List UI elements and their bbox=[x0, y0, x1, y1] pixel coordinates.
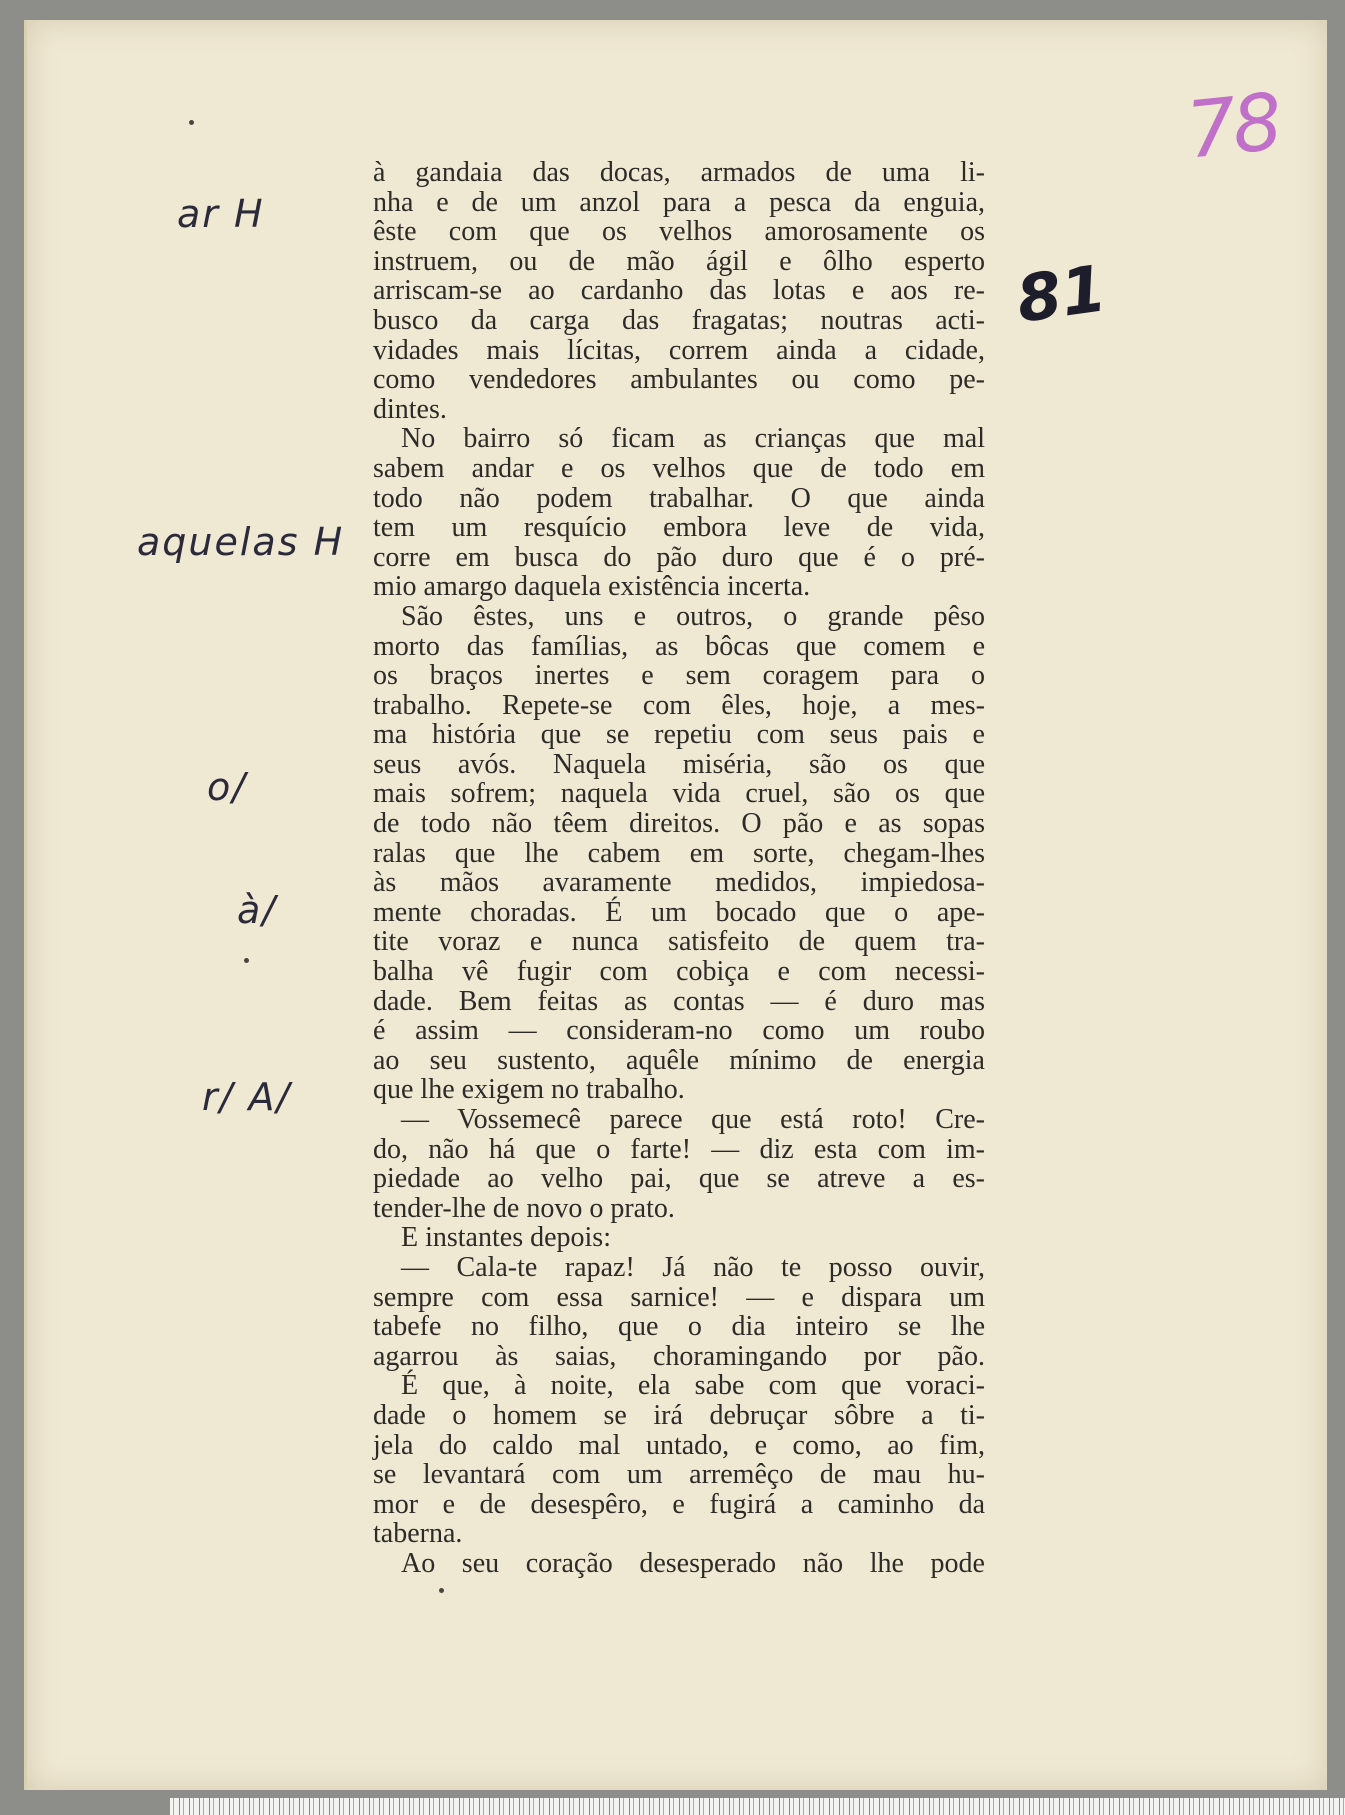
page-number: 78 bbox=[1182, 77, 1283, 177]
text-line: tabefe no filho, que o dia inteiro se lhe bbox=[373, 1311, 985, 1343]
scale-ruler bbox=[170, 1798, 1345, 1815]
text-line: — Vossemecê parece que está roto! Cre- bbox=[401, 1104, 985, 1135]
margin-note: aquelas H bbox=[137, 520, 345, 564]
text-line: os braços inertes e sem coragem para o bbox=[373, 660, 985, 692]
text-line: todo não podem trabalhar. O que ainda bbox=[373, 482, 985, 514]
text-line: do, não há que o farte! — diz esta com im- bbox=[373, 1133, 985, 1165]
text-line: instruem, ou de mão ágil e ôlho esperto bbox=[373, 245, 985, 277]
text-line: morto das famílias, as bôcas que comem e bbox=[373, 630, 985, 662]
text-line: dintes. bbox=[373, 393, 447, 425]
text-line: nha e de um anzol para a pesca da enguia, bbox=[373, 186, 985, 218]
margin-note: r/ A/ bbox=[202, 1075, 292, 1119]
text-line: tem um resquício embora leve de vida, bbox=[373, 512, 985, 544]
text-line: mais sofrem; naquela vida cruel, são os que bbox=[373, 778, 985, 810]
text-line: às mãos avaramente medidos, impiedosa- bbox=[373, 867, 985, 899]
text-line: E instantes depois: bbox=[401, 1222, 611, 1254]
text-line: É que, à noite, ela sabe com que voraci- bbox=[401, 1370, 985, 1402]
text-line: que lhe exigem no trabalho. bbox=[373, 1074, 685, 1106]
text-line: mente choradas. É um bocado que o ape- bbox=[373, 896, 985, 928]
margin-note: ar H bbox=[177, 192, 265, 236]
text-line: êste com que os velhos amorosamente os bbox=[373, 216, 985, 248]
text-line: mio amargo daquela existência incerta. bbox=[373, 571, 811, 603]
text-line: trabalho. Repete-se com êles, hoje, a mes- bbox=[373, 689, 985, 721]
text-line: seus avós. Naquela miséria, são os que bbox=[373, 748, 985, 780]
text-line: balha vê fugir com cobiça e com necessi- bbox=[373, 956, 985, 988]
paper-sheet bbox=[24, 20, 1327, 1790]
text-line: dade o homem se irá debruçar sôbre a ti- bbox=[373, 1399, 985, 1431]
text-line: — Cala-te rapaz! Já não te posso ouvir, bbox=[401, 1251, 985, 1283]
text-line: jela do caldo mal untado, e como, ao fim, bbox=[373, 1429, 985, 1461]
text-line: sabem andar e os velhos que de todo em bbox=[373, 452, 985, 484]
text-line: tite voraz e nunca satisfeito de quem tra- bbox=[373, 926, 985, 958]
paper-speck bbox=[189, 120, 194, 125]
margin-note: à/ bbox=[237, 888, 278, 932]
body-text bbox=[373, 158, 985, 1579]
text-line: ao seu sustento, aquêle mínimo de energia bbox=[373, 1044, 985, 1076]
paper-speck bbox=[244, 958, 249, 963]
text-line: de todo não têem direitos. O pão e as sopas bbox=[373, 808, 985, 840]
text-line: agarrou às saias, choramingando por pão. bbox=[373, 1340, 985, 1372]
text-line: taberna. bbox=[373, 1518, 463, 1550]
text-line: como vendedores ambulantes ou como pe- bbox=[373, 364, 985, 396]
text-line: é assim — consideram-no como um roubo bbox=[373, 1015, 985, 1047]
text-line: ralas que lhe cabem em sorte, chegam-lhes bbox=[373, 837, 985, 869]
text-line: à gandaia das docas, armados de uma li- bbox=[373, 157, 985, 188]
text-line: No bairro só ficam as crianças que mal bbox=[401, 423, 985, 455]
margin-mark-large: 81 bbox=[1012, 252, 1111, 338]
text-line: dade. Bem feitas as contas — é duro mas bbox=[373, 985, 985, 1017]
text-line: corre em busca do pão duro que é o pré- bbox=[373, 541, 985, 573]
text-line: piedade ao velho pai, que se atreve a es- bbox=[373, 1163, 985, 1195]
text-line: tender-lhe de novo o prato. bbox=[373, 1192, 675, 1224]
text-line: mor e de desespêro, e fugirá a caminho da bbox=[373, 1488, 985, 1520]
text-line: arriscam-se ao cardanho das lotas e aos re- bbox=[373, 275, 985, 307]
text-line: se levantará com um arremêço de mau hu- bbox=[373, 1459, 985, 1491]
margin-note: o/ bbox=[207, 765, 248, 809]
text-line: São êstes, uns e outros, o grande pêso bbox=[401, 600, 985, 632]
text-line: ma história que se repetiu com seus pais e bbox=[373, 719, 985, 751]
text-line: Ao seu coração desesperado não lhe pode bbox=[401, 1547, 985, 1579]
text-line: sempre com essa sarnice! — e dispara um bbox=[373, 1281, 985, 1313]
text-line: vidades mais lícitas, correm ainda a cidade, bbox=[373, 334, 985, 366]
paper-speck bbox=[439, 1588, 444, 1593]
text-line: busco da carga das fragatas; noutras acti- bbox=[373, 304, 985, 336]
